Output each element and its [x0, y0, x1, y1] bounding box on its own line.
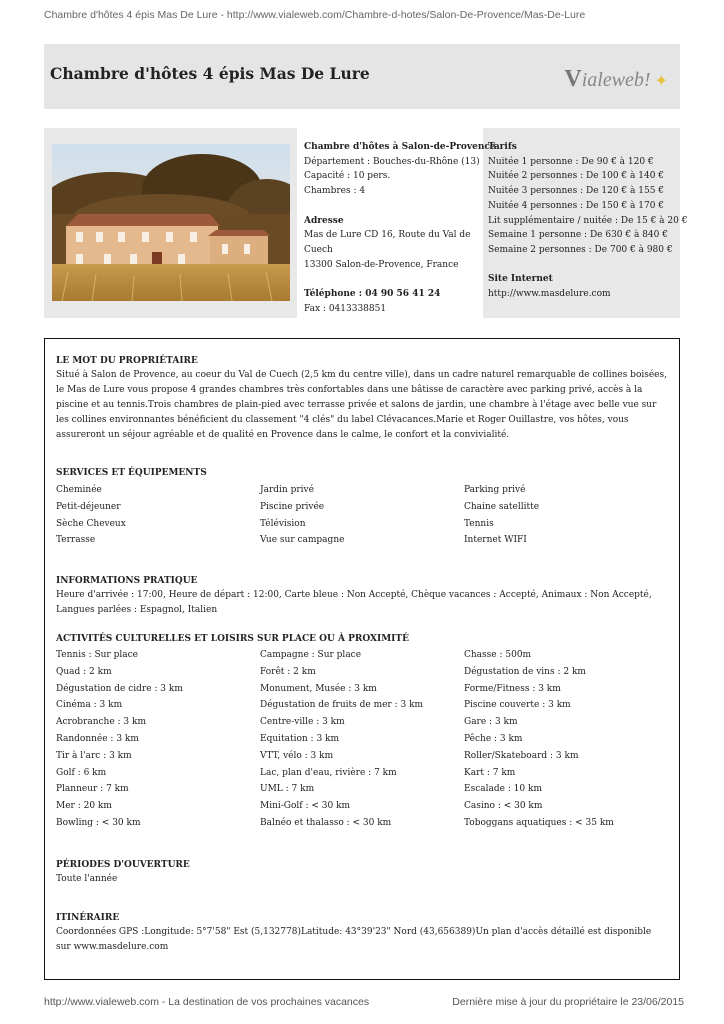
activites-section	[56, 632, 668, 832]
footer-left[interactable]: http://www.vialeweb.com - La destination de vos prochaines vacances	[44, 996, 370, 1008]
footer-right: Dernière mise à jour du propriétaire le 23/06/2015	[452, 996, 684, 1008]
activite-item: Dégustation de vins : 2 km	[464, 666, 586, 677]
service-item: Sèche Cheveux	[56, 518, 126, 529]
activite-item: Piscine couverte : 3 km	[464, 700, 571, 711]
service-item: Vue sur campagne	[260, 535, 345, 546]
info-chambres: Chambres : 4	[304, 186, 366, 197]
adresse-line-1: Mas de Lure CD 16, Route du Val de	[304, 230, 471, 241]
activite-item: Centre-ville : 3 km	[260, 717, 345, 728]
activite-item: Equitation : 3 km	[260, 733, 340, 744]
mot-text: Situé à Salon de Provence, au coeur du Val de Cuech (2,5 km du centre ville), dans un cadre naturel remarquable de collines boisées, le Mas de Lure vous propose 4 grandes chambres très confortables dans une bâtisse de caractère avec parking privé, accès à la piscine et au tennis.Trois chambres de plain-pied avec terrasse privée et salons de jardin, une chambre à l'étage avec belle vue sur les collines environnantes bénéficient du classement "4 clés" du label Clévacances.Marie et Roger Ouillastre, vos hôtes, vous assureront un séjour agréable et de qualité en Provence dans le calme, le confort et la convivialité.	[56, 370, 667, 440]
details-box	[44, 338, 680, 980]
page-title: Chambre d'hôtes 4 épis Mas De Lure	[50, 64, 370, 83]
service-item: Internet WIFI	[464, 535, 527, 546]
activite-item: Mini-Golf : < 30 km	[260, 801, 351, 812]
service-item: Télévision	[260, 518, 306, 529]
activite-item: Forêt : 2 km	[260, 666, 316, 677]
activite-item: Planneur : 7 km	[56, 784, 129, 795]
services-grid	[56, 482, 668, 549]
activite-item: Randonnée : 3 km	[56, 733, 139, 744]
service-item: Chaine satellitte	[464, 501, 540, 512]
activite-item: Acrobranche : 3 km	[56, 717, 146, 728]
tarif-item: Semaine 1 personne : De 630 € à 840 €	[488, 230, 668, 241]
tarifs-heading: Tarifs	[488, 142, 517, 152]
sparkle-icon: ✦	[654, 73, 668, 90]
tarif-item: Nuitée 3 personnes : De 120 € à 155 €	[488, 186, 665, 197]
itineraire-text: Coordonnées GPS :Longitude: 5°7'58" Est (5,132778)Latitude: 43°39'23" Nord (43,656389)Un plan d'accès détaillé est disponible sur www.masdelure.com	[56, 927, 652, 952]
fax: Fax : 0413338851	[304, 303, 387, 314]
service-item: Petit-déjeuner	[56, 501, 121, 512]
tarif-item: Nuitée 2 personnes : De 100 € à 140 €	[488, 171, 665, 182]
services-section	[56, 466, 668, 549]
itineraire-heading: ITINÉRAIRE	[56, 913, 120, 923]
adresse-line-2: Cuech	[304, 244, 333, 255]
activite-item: Gare : 3 km	[464, 717, 518, 728]
tarif-item: Semaine 2 personnes : De 700 € à 980 €	[488, 244, 673, 255]
infos-text: Heure d'arrivée : 17:00, Heure de départ : 12:00, Carte bleue : Non Accepté, Chèque vacances : Accepté, Animaux : Non Accepté, Langues parlées : Espagnol, Italien	[56, 590, 652, 615]
activite-item: Balnéo et thalasso : < 30 km	[260, 817, 392, 828]
periodes-text: Toute l'année	[56, 874, 118, 884]
activite-item: Tir à l'arc : 3 km	[56, 750, 132, 761]
activite-item: Bowling : < 30 km	[56, 817, 141, 828]
activite-item: Kart : 7 km	[464, 767, 516, 778]
activite-item: Lac, plan d'eau, rivière : 7 km	[260, 767, 397, 778]
services-heading: SERVICES ET ÉQUIPEMENTS	[56, 468, 207, 478]
mot-section	[56, 354, 668, 443]
info-heading: Chambre d'hôtes à Salon-de-Provence	[304, 142, 496, 152]
header-url: Chambre d'hôtes 4 épis Mas De Lure - http://www.vialeweb.com/Chambre-d-hotes/Salon-De-Provence/Mas-De-Lure	[44, 9, 586, 21]
logo-bang: !	[643, 69, 651, 91]
service-item: Piscine privée	[260, 501, 325, 512]
farmhouse-photo-icon	[52, 144, 290, 301]
service-item: Jardin privé	[260, 485, 314, 495]
activite-item: Mer : 20 km	[56, 801, 112, 812]
infos-section	[56, 574, 668, 618]
service-item: Cheminée	[56, 485, 102, 495]
activite-item: Toboggans aquatiques : < 35 km	[464, 817, 614, 828]
activite-item: Roller/Skateboard : 3 km	[464, 750, 579, 761]
farmhouse-photo	[52, 144, 290, 301]
service-item: Tennis	[464, 518, 494, 529]
activite-item: Forme/Fitness : 3 km	[464, 683, 561, 694]
periodes-section	[56, 858, 668, 887]
activite-item: Pêche : 3 km	[464, 733, 523, 744]
site-link[interactable]: http://www.masdelure.com	[488, 289, 611, 300]
telephone: Téléphone : 04 90 56 41 24	[304, 289, 441, 299]
activite-item: Chasse : 500m	[464, 650, 532, 660]
activite-item: Escalade : 10 km	[464, 784, 542, 795]
mot-heading: LE MOT DU PROPRIÉTAIRE	[56, 356, 198, 366]
info-panel	[44, 128, 688, 318]
info-capacite: Capacité : 10 pers.	[304, 171, 391, 182]
itineraire-section	[56, 911, 668, 955]
activite-item: Dégustation de fruits de mer : 3 km	[260, 700, 424, 711]
info-departement: Département : Bouches-du-Rhône (13)	[304, 156, 480, 167]
tarifs-column	[488, 140, 688, 302]
service-item: Parking privé	[464, 485, 526, 495]
activites-grid	[56, 647, 668, 832]
activite-item: Golf : 6 km	[56, 767, 107, 778]
infos-heading: INFORMATIONS PRATIQUE	[56, 576, 198, 586]
activite-item: Casino : < 30 km	[464, 801, 543, 812]
tarif-item: Nuitée 1 personne : De 90 € à 120 €	[488, 156, 654, 167]
logo-initial: V	[564, 66, 582, 92]
adresse-heading: Adresse	[304, 215, 344, 226]
activite-item: Monument, Musée : 3 km	[260, 683, 377, 694]
activite-item: Quad : 2 km	[56, 666, 112, 677]
activite-item: VTT, vélo : 3 km	[260, 750, 334, 761]
tarif-item: Nuitée 4 personnes : De 150 € à 170 €	[488, 200, 665, 211]
activite-item: Cinéma : 3 km	[56, 700, 123, 711]
activite-item: Tennis : Sur place	[56, 650, 138, 660]
periodes-heading: PÉRIODES D'OUVERTURE	[56, 860, 190, 870]
activite-item: Dégustation de cidre : 3 km	[56, 683, 183, 694]
activites-heading: ACTIVITÉS CULTURELLES ET LOISIRS SUR PLACE OU À PROXIMITÉ	[56, 634, 409, 644]
activite-item: UML : 7 km	[260, 784, 315, 795]
activite-item: Campagne : Sur place	[260, 650, 362, 660]
title-bar	[44, 44, 680, 109]
vialeweb-logo[interactable]	[564, 66, 668, 93]
site-heading: Site Internet	[488, 274, 553, 285]
logo-text: ialeweb	[581, 69, 644, 91]
adresse-line-3: 13300 Salon-de-Provence, France	[304, 259, 459, 270]
tarif-item: Lit supplémentaire / nuitée : De 15 € à 20 €	[488, 215, 688, 226]
service-item: Terrasse	[56, 535, 96, 546]
info-column	[304, 140, 496, 316]
